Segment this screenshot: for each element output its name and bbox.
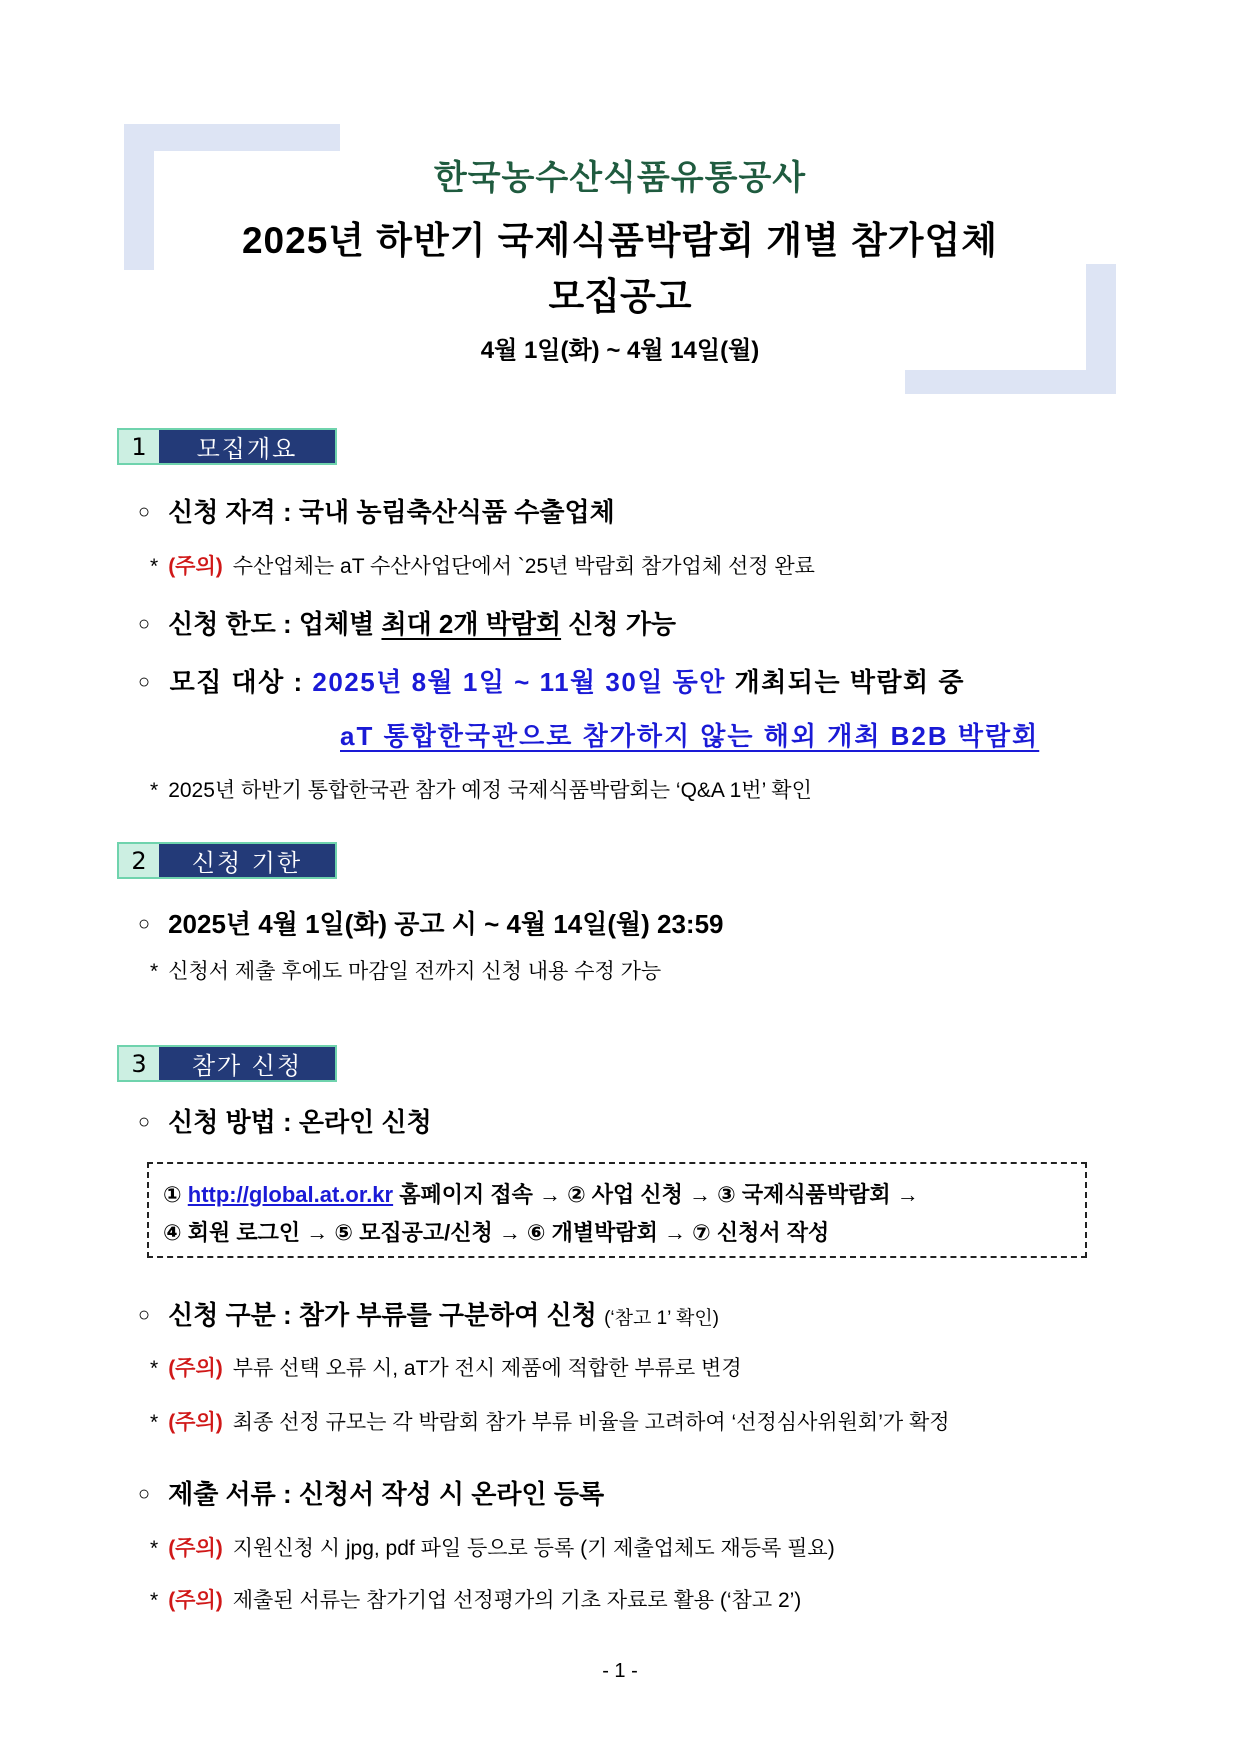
section-number: 2 <box>119 844 159 877</box>
bullet-text-underlined: 최대 2개 박람회 <box>381 609 562 639</box>
note-text: 신청서 제출 후에도 마감일 전까지 신청 내용 수정 가능 <box>168 960 662 983</box>
circle-bullet-icon: ○ <box>138 671 152 693</box>
note-text: 최종 선정 규모는 각 박람회 참가 부류 비율을 고려하여 ‘선정심사위원회’가 확정 <box>232 1411 950 1434</box>
bullet-text: 신청서 작성 시 온라인 등록 <box>298 1479 605 1509</box>
homepage-link[interactable]: http://global.at.or.kr <box>187 1182 394 1207</box>
asterisk-icon: * <box>150 779 159 802</box>
warning-label: (주의) <box>168 1411 223 1434</box>
section-number: 1 <box>119 430 159 463</box>
bullet-text-post: 개최되는 박람회 중 <box>725 667 966 697</box>
bullet-label: 신청 한도 : <box>168 609 299 639</box>
bullet-text-pre: 업체별 <box>298 609 382 639</box>
reference-aside: (‘참고 1’ 확인) <box>604 1308 720 1329</box>
circle-bullet-icon: ○ <box>138 613 151 635</box>
circle-bullet-icon: ○ <box>138 1111 151 1133</box>
note-text: 지원신청 시 jpg, pdf 파일 등으로 등록 (기 제출업체도 재등록 필요) <box>232 1537 835 1560</box>
page-number: - 1 - <box>602 1660 638 1682</box>
bullet-label: 신청 자격 : <box>168 497 299 527</box>
note-text: 수산업체는 aT 수산사업단에서 `25년 박람회 참가업체 선정 완료 <box>232 555 815 578</box>
note-text: 제출된 서류는 참가기업 선정평가의 기초 자료로 활용 (‘참고 2’) <box>232 1589 802 1612</box>
warning-label: (주의) <box>168 1537 223 1560</box>
asterisk-icon: * <box>150 1537 159 1560</box>
bullet-documents <box>138 1474 604 1511</box>
document-title: 2025년 하반기 국제식품박람회 개별 참가업체 <box>241 220 999 261</box>
asterisk-icon: * <box>150 1357 159 1380</box>
document-subtitle: 모집공고 <box>548 276 692 317</box>
bullet-text-post: 신청 가능 <box>561 609 676 639</box>
bullet-text: 2025년 4월 1일(화) 공고 시 ~ 4월 14일(월) 23:59 <box>168 909 724 939</box>
bullet-text: 온라인 신청 <box>298 1107 432 1137</box>
bullet-text: 국내 농림축산식품 수출업체 <box>298 497 615 527</box>
corner-bracket-bottom-right-horizontal <box>905 370 1116 394</box>
corner-bracket-top-left-horizontal <box>124 124 340 151</box>
bullet-eligibility <box>138 492 615 529</box>
bullet-label: 제출 서류 : <box>168 1479 299 1509</box>
bullet-label: 신청 방법 : <box>168 1107 299 1137</box>
steps-line-1 <box>163 1178 919 1209</box>
bullet-label: 신청 구분 : <box>168 1300 299 1330</box>
section-label: 모집개요 <box>159 430 335 463</box>
warning-label: (주의) <box>168 1589 223 1612</box>
asterisk-icon: * <box>150 1411 159 1434</box>
warning-label: (주의) <box>168 1357 223 1380</box>
circle-bullet-icon: ○ <box>138 1483 151 1505</box>
section-header-3 <box>117 1045 337 1082</box>
section-header-1 <box>117 428 337 465</box>
bullet-label: 모집 대상 : <box>169 667 313 697</box>
steps-text: 홈페이지 접속 → ② 사업 신청 → ③ 국제식품박람회 → <box>393 1182 919 1207</box>
bullet-limit <box>138 604 676 641</box>
note-fishery <box>150 550 815 580</box>
asterisk-icon: * <box>150 1589 159 1612</box>
asterisk-icon: * <box>150 555 159 578</box>
note-text: 부류 선택 오류 시, aT가 전시 제품에 적합한 부류로 변경 <box>232 1357 742 1380</box>
section-label: 참가 신청 <box>159 1047 335 1080</box>
bullet-deadline <box>138 904 724 941</box>
section-number: 3 <box>119 1047 159 1080</box>
note-text: 2025년 하반기 통합한국관 참가 예정 국제식품박람회는 ‘Q&A 1번’ 확인 <box>168 779 812 802</box>
circle-bullet-icon: ○ <box>138 1304 151 1326</box>
warning-label: (주의) <box>168 555 223 578</box>
announcement-period: 4월 1일(화) ~ 4월 14일(월) <box>480 337 760 364</box>
circle-bullet-icon: ○ <box>138 501 151 523</box>
section-label: 신청 기한 <box>159 844 335 877</box>
asterisk-icon: * <box>150 960 159 983</box>
note-qa <box>150 774 812 804</box>
note-evaluation-basis <box>150 1584 801 1614</box>
bullet-category <box>138 1295 719 1332</box>
steps-line-2: ④ 회원 로그인 → ⑤ 모집공고/신청 → ⑥ 개별박람회 → ⑦ 신청서 작성 <box>163 1220 830 1245</box>
note-category-error <box>150 1352 742 1382</box>
bullet-target <box>138 662 965 699</box>
bullet-method <box>138 1102 432 1139</box>
target-condition: aT 통합한국관으로 참가하지 않는 해외 개최 B2B 박람회 <box>340 721 1040 751</box>
step-number: ① <box>163 1182 182 1207</box>
note-file-format <box>150 1532 835 1562</box>
note-final-selection <box>150 1406 950 1436</box>
organization-name: 한국농수산식품유통공사 <box>433 159 807 197</box>
bullet-text: 참가 부류를 구분하여 신청 <box>298 1300 597 1330</box>
section-header-2 <box>117 842 337 879</box>
note-edit <box>150 955 661 985</box>
circle-bullet-icon: ○ <box>138 913 151 935</box>
target-period: 2025년 8월 1일 ~ 11월 30일 동안 <box>312 667 726 697</box>
